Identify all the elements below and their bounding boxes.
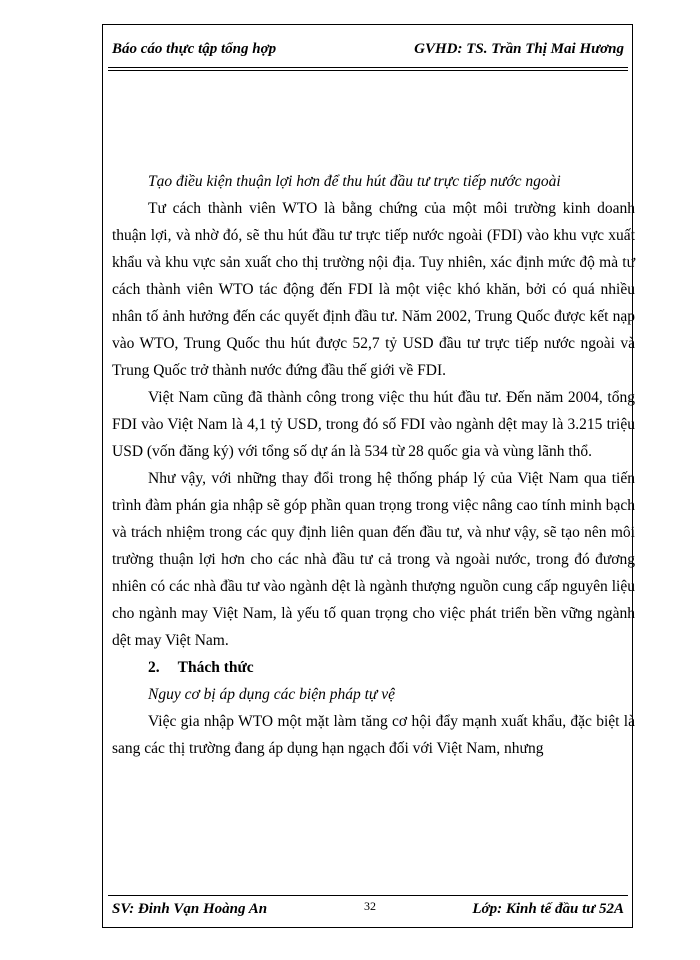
page-number: 32: [364, 899, 376, 913]
paragraph-wto-accession: Việc gia nhập WTO một mặt làm tăng cơ hội đẩy mạnh xuất khẩu, đặc biệt là sang các thị trường đang áp dụng hạn ngạch đối với Việt Nam, nhưng: [112, 713, 635, 757]
section-number: 2.: [148, 659, 160, 676]
footer-student: SV: Đinh Vạn Hoàng An: [112, 901, 268, 917]
subheading-safeguards: Nguy cơ bị áp dụng các biện pháp tự vệ: [148, 686, 396, 703]
section-title: Thách thức: [177, 659, 254, 676]
header-supervisor: GVHD: TS. Trần Thị Mai Hương: [414, 41, 624, 57]
header-report-title: Báo cáo thực tập tổng hợp: [112, 41, 277, 57]
footer-class: Lớp: Kinh tế đầu tư 52A: [472, 901, 624, 917]
document-body: [112, 168, 635, 762]
header-rule-2: [108, 70, 628, 71]
paragraph-vietnam-fdi: Việt Nam cũng đã thành công trong việc thu hút đầu tư. Đến năm 2004, tổng FDI vào Việt Nam là 4,1 tỷ USD, trong đó số FDI vào ngành dệt may là 3.215 triệu USD (vốn đăng ký) với tổng số dự án là 534 từ 28 quốc gia và vùng lãnh thổ.: [112, 389, 635, 460]
paragraph-wto-membership: Tư cách thành viên WTO là bằng chứng của một môi trường kinh doanh thuận lợi, và nhờ đó, sẽ thu hút đầu tư trực tiếp nước ngoài (FDI) vào khu vực xuất khẩu và khu vực sản xuất cho thị trường nội địa. Tuy nhiên, xác định mức độ mà tư cách thành viên WTO tác động đến FDI là một việc khó khăn, bởi có quá nhiều nhân tố ảnh hưởng đến các quyết định đầu tư. Năm 2002, Trung Quốc được kết nạp vào WTO, Trung Quốc thu hút được 52,7 tỷ USD đầu tư trực tiếp nước ngoài và Trung Quốc trở thành nước đứng đầu thế giới về FDI.: [112, 200, 635, 379]
page-header: [112, 41, 624, 58]
subheading-fdi: Tạo điều kiện thuận lợi hơn để thu hút đầu tư trực tiếp nước ngoài: [148, 173, 561, 190]
footer-rule: [108, 895, 628, 896]
header-rule: [108, 67, 628, 68]
section-heading: [112, 654, 635, 681]
paragraph-legal-changes: Như vậy, với những thay đổi trong hệ thống pháp lý của Việt Nam qua tiến trình đàm phán gia nhập sẽ góp phần quan trọng trong việc nâng cao tính minh bạch và trách nhiệm trong các quy định liên quan đến đầu tư, và như vậy, sẽ tạo nên môi trường thuận lợi hơn cho các nhà đầu tư cả trong và ngoài nước, trong đó đương nhiên có các nhà đầu tư vào ngành dệt là ngành thượng nguồn cung cấp nguyên liệu cho ngành may Việt Nam, là yếu tố quan trọng cho việc phát triển bền vững ngành dệt may Việt Nam.: [112, 470, 635, 649]
